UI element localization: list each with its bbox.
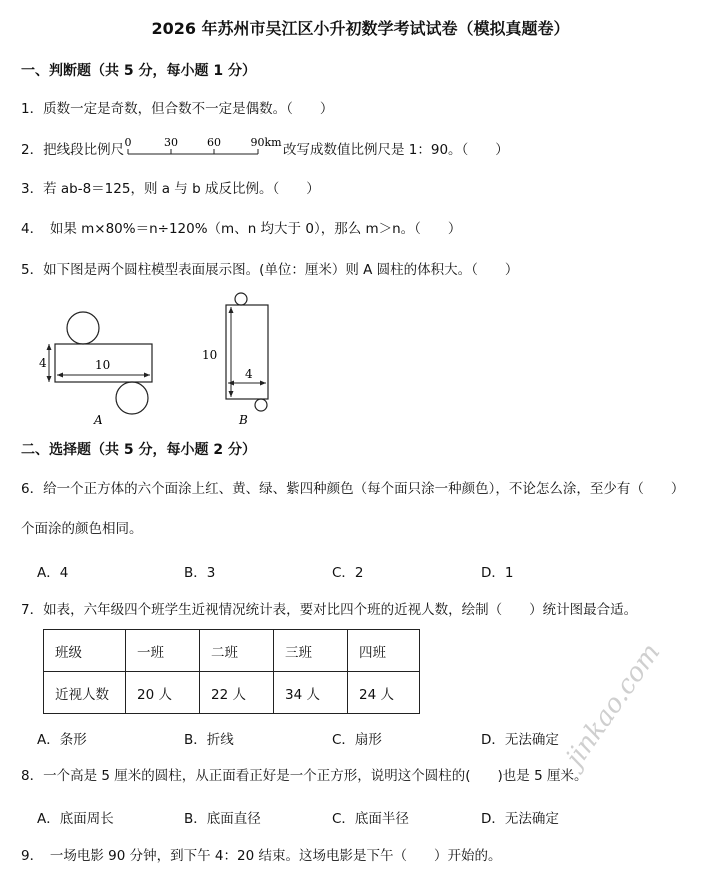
table-header-row [44,630,420,672]
section-heading-choice: 二、选择题（共 5 分，每小题 2 分） [21,442,256,458]
q6-option-a: A．4 [37,565,69,581]
table-row [44,672,420,714]
page-title: 2026 年苏州市吴江区小升初数学考试试卷（模拟真题卷） [151,19,570,38]
question-7: 7．如表，六年级四个班学生近视情况统计表，要对比四个班的近视人数，绘制（ ）统计图最合适。 [21,602,638,618]
question-2-end: 改写成数值比例尺是 1：90。（ ） [283,142,509,158]
net-b-height-label: 10 [202,348,218,362]
question-6-line-1: 6．给一个正方体的六个面涂上红、黄、绿、紫四种颜色（每个面只涂一种颜色），不论怎么涂，至少有（ ） [21,481,685,497]
question-6-line-2: 个面涂的颜色相同。 [21,521,143,537]
line-scale-figure [124,134,284,160]
table-cell: 四班 [348,630,420,672]
q6-option-c: C．2 [332,565,364,581]
question-1: 1．质数一定是奇数，但合数不一定是偶数。（ ） [21,101,334,117]
table-cell: 22 人 [200,672,274,714]
scale-label-60: 60 [207,136,221,149]
myopia-stats-table [43,629,420,714]
cylinder-net-a [35,310,165,428]
q7-option-a: A．条形 [37,732,87,748]
q6-option-b: B．3 [184,565,216,581]
scale-label-0: 0 [124,136,132,149]
q6-option-d: D．1 [481,565,514,581]
q7-option-d: D．无法确定 [481,732,559,748]
q8-option-a: A．底面周长 [37,811,114,827]
q8-option-c: C．底面半径 [332,811,409,827]
scale-label-90km: 90km [250,136,282,149]
q8-option-b: B．底面直径 [184,811,261,827]
table-cell: 24 人 [348,672,420,714]
question-5: 5．如下图是两个圆柱模型表面展示图。(单位：厘米）则 A 圆柱的体积大。（ ） [21,262,519,278]
table-cell: 班级 [44,630,126,672]
net-a-caption: A [94,413,103,427]
table-cell: 一班 [126,630,200,672]
watermark: jinkao.com [560,638,667,773]
section-heading-judgement: 一、判断题（共 5 分，每小题 1 分） [21,63,256,79]
net-a-height-label: 4 [39,356,47,370]
q7-option-b: B．折线 [184,732,234,748]
q8-option-d: D．无法确定 [481,811,559,827]
question-2-start: 2．把线段比例尺 [21,142,125,158]
question-8: 8．一个高是 5 厘米的圆柱，从正面看正好是一个正方形，说明这个圆柱的( )也是 5 厘米。 [21,768,588,784]
table-cell: 近视人数 [44,672,126,714]
q7-option-c: C．扇形 [332,732,382,748]
net-a-length-label: 10 [95,358,111,372]
net-b-caption: B [239,413,248,427]
cylinder-net-b [200,292,280,430]
table-cell: 20 人 [126,672,200,714]
table-cell: 二班 [200,630,274,672]
question-3: 3．若 ab-8＝125，则 a 与 b 成反比例。（ ） [21,181,320,197]
table-cell: 34 人 [274,672,348,714]
scale-label-30: 30 [164,136,178,149]
question-9: 9． 一场电影 90 分钟，到下午 4：20 结束。这场电影是下午（ ）开始的。 [21,848,502,864]
question-4: 4． 如果 m×80%＝n÷120%（m、n 均大于 0），那么 m＞n。（ ） [21,221,462,237]
table-cell: 三班 [274,630,348,672]
net-b-length-label: 4 [245,367,253,381]
